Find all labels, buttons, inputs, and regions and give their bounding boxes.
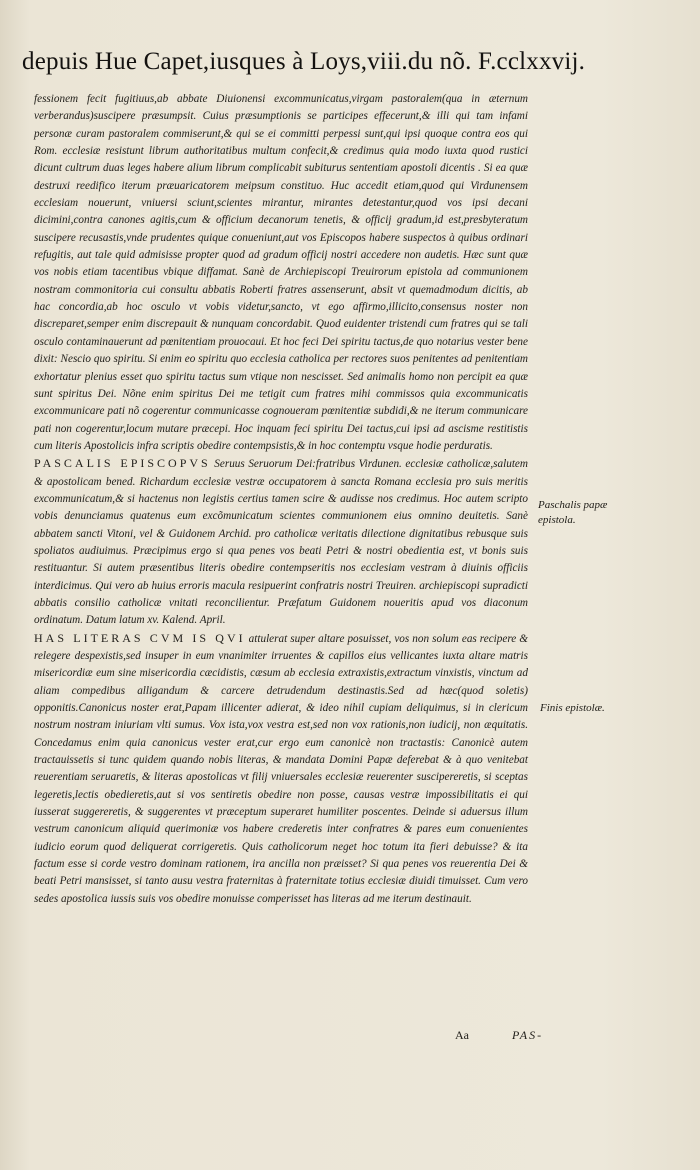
- running-head: depuis Hue Capet,iusques à Loys,viii.du nõ. F.cclxxvij.: [22, 48, 586, 75]
- catchword: PAS-: [512, 1028, 544, 1042]
- paragraph-2-text: Seruus Seruorum Dei:fratribus Virdunen. ecclesiæ catholicæ,salutem & apostolicam bened. Richardum ecclesiæ vestræ occupatorem à sancta Romana ecclesia pro suis meritis excommunicatum,& si hactenus non legistis certius tamen scire & audisse nos credimus. Hoc autem scripto vobis denunciamus quatenus eum excõmunicatum scientes communionem eius omnino deuitetis. Sanè abbatem sancti Vitoni, vel & Guidonem Archid. pro catholicæ veritatis dilectione dignitatibus rebusque suis spoliatos audiuimus. Præcipimus ergo si qua penes vos beati Petri & nostri obedientia est, vt bonis suis restituantur. Si autem præsentibus literis obedire contempseritis nos ecclesiam vestram à diuinis officiis interdicimus. Qui vero ab huius erroris macula resipuerint confratris nostri Treuiren. archiepiscopi supradicti abbatis consilio catholicæ vnitati reconcilientur. Præfatum Guidonem noueritis apud vos diaconum ordinatum. Datum latum xv. Kalend. April.: [34, 458, 528, 627]
- margin-note-paschalis: Paschalis papæ epistola.: [538, 499, 608, 526]
- signature-mark: Aa: [455, 1028, 469, 1042]
- paragraph-3: [34, 630, 528, 909]
- paragraph-2: [34, 455, 528, 629]
- main-text-column: [34, 91, 528, 908]
- paragraph-1: fessionem fecit fugitiuus,ab abbate Diuionensi excommunicatus,virgam pastoralem(qua in æternum verberandus)suscipere præsumpsit. Cuius præsumptionis se participes effecerunt,& illi qui tam infami personæ curam pastoralem commiserunt,& qui se ei committi perpessi sunt,qui ipsi quoque contra eos qui Rom. ecclesiæ resistunt librum authoritatibus multum confecit,& credimus quia modo iuxta quod rustici dicunt cultrum duas leges habere alium librum complicabit subiturus sententiam apostoli dicentis . Si ea quæ destruxi reedifico iterum præuaricatorem meipsum constituo. Huc accedit etiam,quod qui Virdunensem ecclesiam nouerunt, vniuersi sciunt,scientes mirantur, mirantes detestantur,quod vos ipsi decani dicimini,contra canones agitis,cum & officium decanorum tenetis, & officij gradum,id est,presbyteratum suscipere recusastis,vnde prudentes quique conueniunt,aut vos Episcopos habere suspectos à quibus ordinari refugitis, aut tale quid admisisse propter quod ad gradum officij nostri accedere non audetis. Hæc sunt quæ vos nobis etiam tacentibus vbique diffamat. Sanè de Archiepiscopi Treuirorum epistola ad communionem nostram commonitoria cui consultu abbatis Roberti fratres assenserunt, absit vt quemadmodum dicitis, ab hac concordia,ab hoc osculo vt vobis videtur,sancto, vt ego affirmo,illicito,consensus noster non discreparet,semper enim discrepauit & nunquam concordabit. Quod euidenter tristendi cum fratres qui se tali osculo contaminauerunt ad pœnitentiam prouocaui. Et hoc feci Dei spiritu tactus,de quo notarius vester bene dixit: Nescio quo spiritu. Si enim eo spiritu quo ecclesia catholica per rectores suos penitentes ad penitentiam exhortatur plenius esset quo spiritu tactus sum vtique non nescisset. Sed animalis homo non percipit ea quæ sunt spiritus Dei. Nõne enim spiritus Dei me tetigit cum fratres mihi commissos quia excommunicatis excommunicare pati nõ cogerentur communicasse cognoueram pœnitentiæ subdidi,& ne iterum communicare pati non cogerentur,locum mutare præcepi. Hoc inquam feci spiritu Dei tactus,cui ipsi ad ascisme restitistis cum literis Apostolicis infra scriptis obedire contempsistis,& in hoc contemptu vsque hodie perduratis.: [34, 93, 528, 452]
- paragraph-3-text: attulerat super altare posuisset, vos non solum eas recipere & relegere despexistis,sed insuper in eum vnanimiter irruentes & capillos eius vellicantes iuxta altare matris misericordiæ eum sine misericordia cæcidistis, cæsum ab ecclesia extraxistis,extractum vinxistis, vinctum ad aliam compedibus alligandum & carcere detrudendum destinastis.Sed ad hæc(quod soletis) opponitis.Canonicus noster erat,Papam illicenter adierat, & ideo nihil cupiam deliquimus, si in clericum nostrum nostram iniuriam vlti sumus. Vox ista,vox vestra est,sed non vox rationis,non iudicij, non æquitatis. Concedamus enim quia canonicus vester erat,cur ergo eum canonicè non tractastis: Canonicè autem tractauissetis si tunc quidem quando nobis literas, & mandata Domini Papæ deferebat & à quo venitebat reuerentiam seruaretis, & literas apostolicas vt filij vniuersales ecclesiæ reuerenter suscipereretis, si sceptas legeretis,lectis obedieretis,aut si vos sentiretis obedire non posse, causas vestræ impossibilitatis ei qui iusserat suggereretis, & suggerentes vt præceptum superaret humiliter poscentes. Deinde si aduersus illum vestrum canonicum aliquid querimoniæ vos habere crederetis inter confratres & pares eum conuenientes iudicio eorum quod deliquerat corrigeretis. Quis catholicorum neget hoc totum ita fieri debuisse? & ita factum esse si corde vestro dominam rationem, ira ancilla non præisset? Si qua penes vos reuerentia Dei & beati Petri mansisset, si tanto ausu vestra fraternitas à fraternitate totius ecclesiæ diuidi timuisset. Cum vero sedes apostolica iussis suis vos obedire monuisse comperisset has literas ad me iterum destinauit.: [34, 632, 528, 905]
- paragraph-2-lead: PASCALIS EPISCOPVS: [34, 456, 211, 471]
- margin-note-finis: Finis epistolæ.: [540, 702, 605, 714]
- paragraph-3-lead: HAS LITERAS CVM IS QVI: [34, 630, 246, 645]
